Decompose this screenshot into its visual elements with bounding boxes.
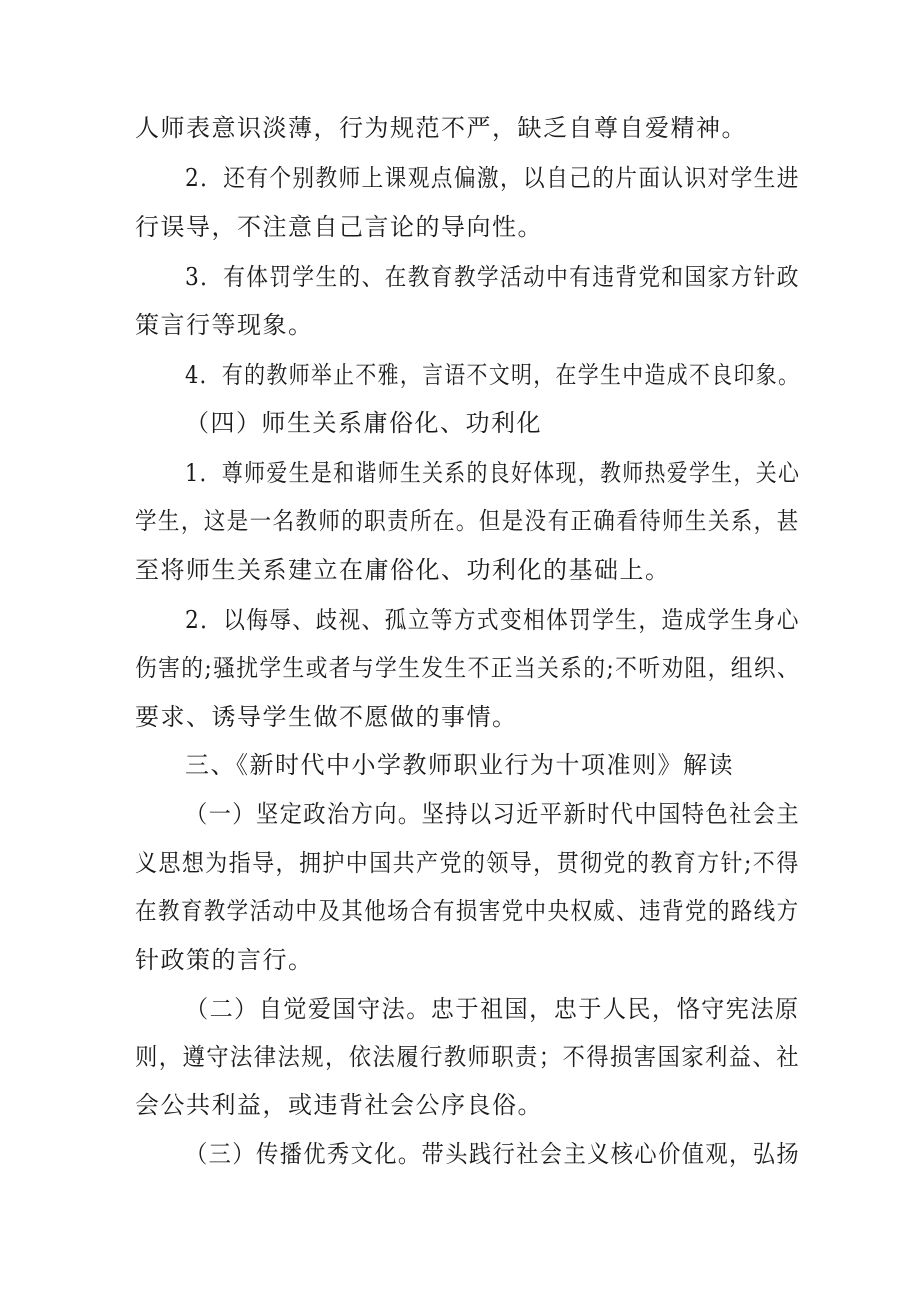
text-line-18: 针政策的言行。	[135, 946, 314, 974]
text-line-22: （三）传播优秀文化。带头践行社会主义核心价值观，弘扬	[185, 1140, 800, 1168]
text-line-1: 人师表意识淡薄，行为规范不严，缺乏自尊自爱精神。	[135, 114, 747, 142]
text-line-16: 义思想为指导，拥护中国共产党的领导，贯彻党的教育方针;不得	[135, 849, 800, 877]
text-line-13: 要求、诱导学生做不愿做的事情。	[135, 703, 518, 731]
text-line-9: 学生，这是一名教师的职责所在。但是没有正确看待师生关系，甚	[135, 507, 800, 535]
text-line-8: 1．尊师爱生是和谐师生关系的良好体现，教师热爱学生，关心	[185, 459, 801, 487]
text-line-3: 行误导，不注意自己言论的导向性。	[135, 213, 543, 241]
text-line-10: 至将师生关系建立在庸俗化、功利化的基础上。	[135, 556, 671, 584]
text-line-15: （一）坚定政治方向。坚持以习近平新时代中国特色社会主	[185, 800, 800, 828]
section-heading: （四）师生关系庸俗化、功利化	[185, 409, 542, 437]
text-line-20: 则，遵守法律法规，依法履行教师职责；不得损害国家利益、社	[135, 1043, 801, 1071]
text-line-2: 2．还有个别教师上课观点偏激，以自己的片面认识对学生进	[185, 164, 800, 192]
text-line-17: 在教育教学活动中及其他场合有损害党中央权威、违背党的路线方	[135, 897, 800, 925]
chapter-heading: 三、《新时代中小学教师职业行为十项准则》解读	[185, 751, 734, 779]
text-line-5: 策言行等现象。	[135, 311, 314, 339]
text-line-11: 2．以侮辱、歧视、孤立等方式变相体罚学生，造成学生身心	[185, 606, 800, 634]
text-line-12: 伤害的;骚扰学生或者与学生发生不正当关系的;不听劝阻，组织、	[135, 654, 801, 682]
text-line-6: 4．有的教师举止不雅，言语不文明，在学生中造成不良印象。	[185, 361, 801, 389]
text-line-21: 会公共利益，或违背社会公序良俗。	[135, 1091, 543, 1119]
text-line-19: （二）自觉爱国守法。忠于祖国，忠于人民，恪守宪法原	[185, 995, 800, 1023]
text-line-4: 3．有体罚学生的、在教育教学活动中有违背党和国家方针政	[185, 263, 800, 291]
